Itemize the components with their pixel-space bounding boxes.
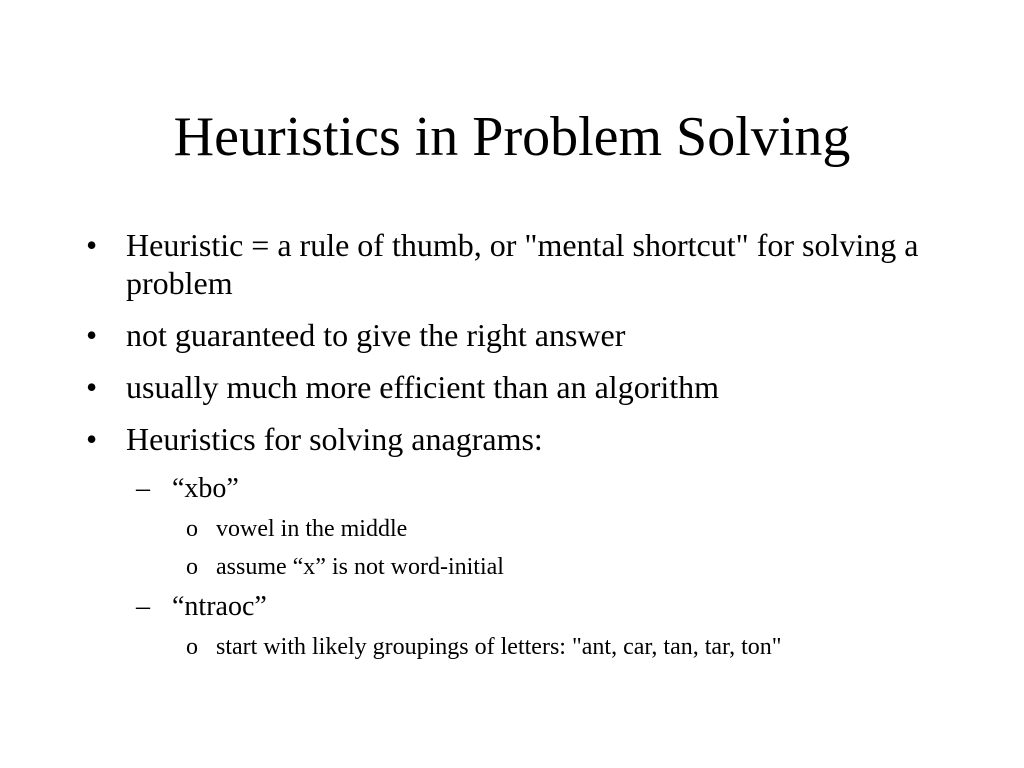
sub-bullet-item [136, 590, 946, 624]
circle-marker: o [186, 554, 198, 580]
slide-title: Heuristics in Problem Solving [173, 106, 851, 168]
sub-bullet-item [136, 472, 946, 506]
sub-sub-bullet-text: vowel in the middle [216, 516, 408, 542]
sub-sub-bullet-item [186, 632, 946, 662]
bullet-marker: • [86, 317, 98, 353]
bullet-item [86, 420, 946, 458]
sub-sub-bullet-item [186, 514, 946, 544]
sub-bullet-text: “ntraoc” [172, 591, 267, 622]
dash-marker: – [136, 591, 150, 622]
bullet-item [86, 368, 946, 406]
sub-bullet-text: “xbo” [172, 473, 239, 504]
bullet-marker: • [86, 369, 98, 405]
bullet-text: Heuristics for solving anagrams: [126, 421, 543, 457]
bullet-text: Heuristic = a rule of thumb, or "mental shortcut" for solving a problem [126, 227, 919, 301]
bullet-marker: • [86, 227, 98, 263]
bullet-marker: • [86, 421, 98, 457]
sub-sub-bullet-text: start with likely groupings of letters: "ant, car, tan, tar, ton" [216, 634, 782, 660]
sub-sub-bullet-text: assume “x” is not word-initial [216, 554, 504, 580]
circle-marker: o [186, 634, 198, 660]
bullet-item [86, 226, 946, 302]
bullet-item [86, 316, 946, 354]
dash-marker: – [136, 473, 150, 504]
bullet-text: not guaranteed to give the right answer [126, 317, 626, 353]
bullet-text: usually much more efficient than an algorithm [126, 369, 720, 405]
sub-sub-bullet-item [186, 552, 946, 582]
slide-body [86, 226, 946, 670]
circle-marker: o [186, 516, 198, 542]
